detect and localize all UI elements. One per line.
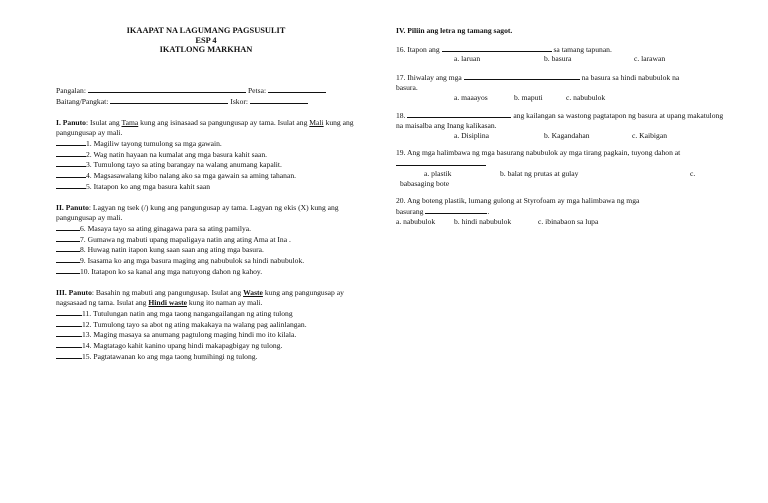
question-stem <box>396 72 726 83</box>
header-subject: ESP 4 <box>195 35 217 45</box>
answer-blank[interactable] <box>425 206 490 217</box>
q18-text-a: 18. <box>396 111 406 121</box>
worksheet-header <box>56 26 356 55</box>
date-label: Petsa: <box>247 85 267 95</box>
right-column <box>396 26 726 235</box>
answer-blank[interactable] <box>56 244 80 252</box>
list-item <box>56 234 356 245</box>
left-column <box>56 26 356 362</box>
question-16 <box>396 44 726 64</box>
q19-choices <box>396 169 726 179</box>
part-3 <box>56 288 356 361</box>
part-1-dir-b: kung ang isinasaad sa pangungusap ay tama. Isulat ang <box>138 118 310 128</box>
list-item <box>56 329 356 340</box>
item-text: 9. Isasama ko ang mga basura maging ang nabubulok sa hindi nabubulok. <box>80 256 305 266</box>
choice-c[interactable]: c. ibinabaon sa lupa <box>538 216 599 226</box>
list-item <box>56 255 356 266</box>
answer-blank[interactable] <box>56 351 82 359</box>
list-item <box>56 223 356 234</box>
waste-keyword: Waste <box>243 288 263 298</box>
question-stem <box>396 206 726 217</box>
answer-blank[interactable] <box>56 340 82 348</box>
question-19 <box>396 148 726 188</box>
list-item <box>56 244 356 255</box>
choice-a[interactable]: a. plastik <box>424 168 452 178</box>
part-1 <box>56 118 356 191</box>
question-20 <box>396 196 726 226</box>
list-item <box>56 170 356 181</box>
q16-text-a: 16. Itapon ang <box>396 44 440 54</box>
q20-choices <box>396 217 726 227</box>
hindi-waste-keyword: Hindi waste <box>148 298 187 308</box>
part-3-dir-c: kung ito naman ay mali. <box>186 298 263 308</box>
date-field[interactable] <box>268 85 326 93</box>
part-1-directions <box>56 118 356 137</box>
question-17 <box>396 72 726 102</box>
part-2 <box>56 203 356 276</box>
part-3-dir-b: kung ang pangungusap ay nagsasaad ng tama. Isulat ang <box>56 288 344 308</box>
q17-text-a: 17. Ihiwalay ang mga <box>396 73 462 83</box>
q18-choices <box>396 131 726 141</box>
answer-blank[interactable] <box>56 255 80 263</box>
q16-choices <box>396 54 726 64</box>
part-3-dir-a: : Basahin ng mabuti ang pangungusap. Isulat ang <box>91 288 244 298</box>
item-text: 14. Magtatago kahit kanino upang hindi makapagbigay ng tulong. <box>82 341 283 351</box>
grade-label: Baitang/Pangkat: <box>56 96 109 106</box>
tama-keyword: Tama <box>121 118 139 128</box>
answer-blank[interactable] <box>56 149 86 157</box>
choice-b[interactable]: b. basura <box>544 54 572 64</box>
mali-keyword: Mali <box>309 118 324 128</box>
list-item <box>56 351 356 362</box>
choice-c[interactable]: c. larawan <box>634 54 666 64</box>
list-item <box>56 308 356 319</box>
header-title: IKAAPAT NA LAGUMANG PAGSUSULIT <box>126 26 286 35</box>
question-stem <box>396 148 726 168</box>
grade-score-row <box>56 96 356 107</box>
list-item <box>56 159 356 170</box>
choice-c-text: babasaging bote <box>400 178 450 188</box>
header-quarter: IKATLONG MARKHAN <box>159 45 253 55</box>
q16-text-b: sa tamang tapunan. <box>553 44 612 54</box>
item-text: 3. Tumulong tayo sa ating barangay na walang anumang kapalit. <box>86 160 282 170</box>
part-2-dir: : Lagyan ng tsek (/) kung ang pangungusap ay tama. Lagyan ng ekis (X) kung ang pangungusap ay mali. <box>56 203 339 223</box>
name-label: Pangalan: <box>56 85 86 95</box>
choice-a[interactable]: a. laruan <box>454 54 481 64</box>
score-field[interactable] <box>250 96 308 104</box>
item-text: 2. Wag natin hayaan na kumalat ang mga basura kahit saan. <box>86 149 268 159</box>
choice-a[interactable]: a. nabubulok <box>396 216 436 226</box>
q17-choices <box>396 93 726 103</box>
item-text: 13. Maging masaya sa anumang pagtulong maging hindi mo ito kilala. <box>82 330 297 340</box>
choice-b[interactable]: b. Kagandahan <box>544 130 590 140</box>
list-item <box>56 340 356 351</box>
part-1-dir-a: : Isulat ang <box>85 118 122 128</box>
item-text: 15. Pagtatawanan ko ang mga taong humihingi ng tulong. <box>82 351 258 361</box>
period: . <box>487 207 490 217</box>
item-text: 12. Tumulong tayo sa abot ng ating makakaya na walang pag aalinlangan. <box>82 319 307 329</box>
item-text: 6. Masaya tayo sa ating ginagawa para sa ating pamilya. <box>80 223 252 233</box>
part-2-directions <box>56 203 356 222</box>
list-item <box>56 181 356 192</box>
item-text: 10. Itatapon ko sa kanal ang mga natuyong dahon ng kahoy. <box>80 266 263 276</box>
answer-blank[interactable] <box>56 170 86 178</box>
name-date-row <box>56 85 356 96</box>
part-3-label: III. Panuto <box>56 288 92 298</box>
answer-blank[interactable] <box>442 44 552 52</box>
item-text: 8. Huwag natin itapon kung saan saan ang ating mga basura. <box>80 245 264 255</box>
part-1-label: I. Panuto <box>56 118 86 128</box>
item-text: 4. Magsasawalang kibo nalang ako sa mga gawain sa aming tahanan. <box>86 171 297 180</box>
item-text: 5. Itatapon ko ang mga basura kahit saan <box>86 181 210 191</box>
q17-text-c: basura. <box>396 82 418 92</box>
choice-c[interactable]: c. nabubulok <box>566 92 606 102</box>
answer-blank[interactable] <box>56 138 86 146</box>
choice-b[interactable]: b. balat ng prutas at gulay <box>500 168 579 178</box>
answer-blank[interactable] <box>56 329 82 337</box>
name-field[interactable] <box>88 85 246 93</box>
choice-b[interactable]: b. hindi nabubulok <box>454 216 512 226</box>
question-stem <box>396 110 726 130</box>
part-1-dir-c: kung ang pangungusap ay mali. <box>56 118 354 138</box>
question-stem <box>396 44 726 55</box>
answer-blank[interactable] <box>56 319 82 327</box>
answer-blank[interactable] <box>56 223 80 231</box>
answer-blank[interactable] <box>56 159 86 167</box>
item-text: 1. Magiliw tayong tumulong sa mga gawain. <box>86 138 222 148</box>
list-item <box>56 149 356 160</box>
answer-blank[interactable] <box>56 308 82 316</box>
score-label: Iskor: <box>230 96 249 106</box>
grade-field[interactable] <box>110 96 228 104</box>
q17-text-b: na basura sa hindi nabubulok na <box>581 73 680 83</box>
q20-text-a: 20. Ang boteng plastik, lumang gulong at Styrofoam ay mga halimbawa ng mga <box>396 196 640 206</box>
choice-c[interactable]: c. <box>690 168 696 178</box>
answer-blank[interactable] <box>56 234 80 242</box>
question-18 <box>396 110 726 140</box>
part-3-directions <box>56 288 356 307</box>
choice-b[interactable]: b. maputi <box>514 92 543 102</box>
q19-text-a: 19. Ang mga halimbawa ng mga basurang nabubulok ay mga tirang pagkain, tuyong dahon at <box>396 148 681 158</box>
list-item <box>56 266 356 277</box>
part-4-title: IV. Piliin ang letra ng tamang sagot. <box>396 26 513 35</box>
q18-text-b: ang kailangan sa wastong pagtatapon ng basura at upang makatulong na maisalba ang Inang kalikasan. <box>396 111 724 131</box>
list-item <box>56 319 356 330</box>
answer-blank[interactable] <box>407 110 511 118</box>
item-text: 11. Tutulungan natin ang mga taong nangangailangan ng ating tulong <box>82 308 293 318</box>
answer-blank[interactable] <box>396 158 486 166</box>
list-item <box>56 138 356 149</box>
item-text: 7. Gumawa ng mabuti upang mapaligaya natin ang ating Ama at Ina . <box>80 234 291 244</box>
answer-blank[interactable] <box>56 181 86 189</box>
answer-blank[interactable] <box>464 72 580 80</box>
part-2-label: II. Panuto <box>56 203 89 213</box>
q20-text-b: basurang <box>396 207 424 217</box>
choice-a[interactable]: a. Disiplina <box>454 130 490 140</box>
answer-blank[interactable] <box>56 266 80 274</box>
choice-c[interactable]: c. Kaibigan <box>632 130 668 140</box>
choice-a[interactable]: a. maaayos <box>454 92 488 102</box>
